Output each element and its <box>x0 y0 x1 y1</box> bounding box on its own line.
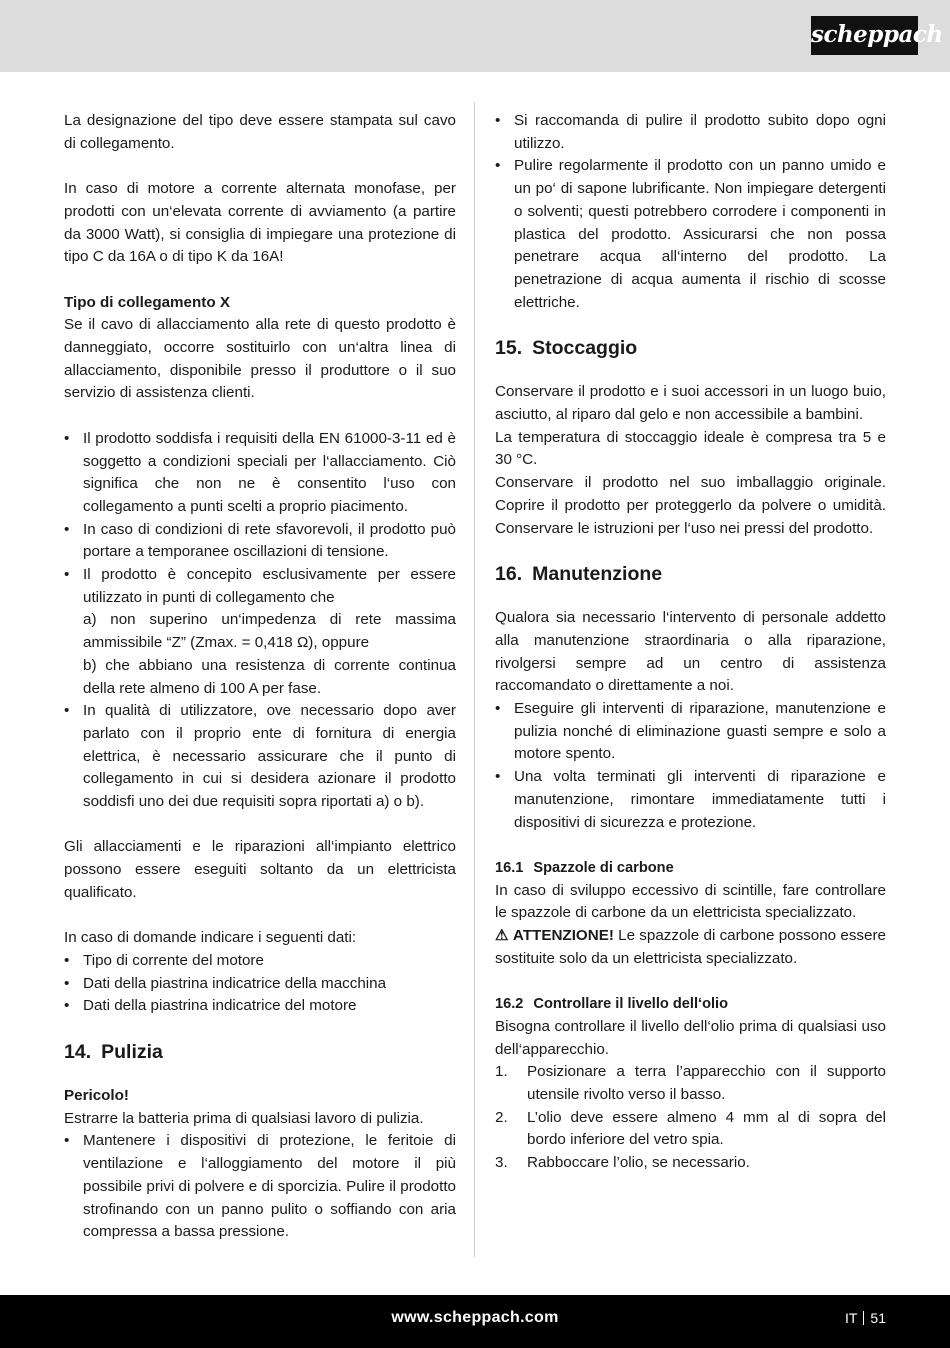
warning-label: ATTENZIONE! <box>512 927 614 945</box>
header-bar <box>0 0 950 72</box>
paragraph: Estrarre la batteria prima di qualsiasi lavoro di pulizia. <box>64 1109 424 1127</box>
paragraph: Qualora sia necessario l‘intervento di personale addetto alla manutenzione straordinaria o alla riparazione, rivolgersi sempre ad un centro di assistenza raccomandato o direttamente a noi. <box>495 609 886 695</box>
list-item: 1. Posizionare a terra l’apparecchio con il supporto utensile rivolto verso il basso. <box>495 1063 886 1103</box>
website-url: www.scheppach.com <box>391 1309 559 1326</box>
brand-logo: scheppach <box>811 16 918 55</box>
list-item: 3. Rabboccare l’olio, se necessario. <box>495 1154 750 1172</box>
warning-paragraph: ⚠ ATTENZIONE! Le spazzole di carbone possono essere sostituite solo da un elettricista specializzato. <box>495 927 886 967</box>
column-divider <box>474 102 475 1257</box>
paragraph: Gli allacciamenti e le riparazioni all‘impianto elettrico possono essere eseguiti soltanto da un elettricista qualificato. <box>64 838 456 901</box>
paragraph: Se il cavo di allacciamento alla rete di questo prodotto è danneggiato, occorre sostituirlo con un‘altra linea di allacciamento, disponibile presso il produttore o il suo servizio di assistenza clienti. <box>64 316 456 402</box>
paragraph: Bisogna controllare il livello dell‘olio prima di qualsiasi uso dell‘apparecchio. <box>495 1017 886 1058</box>
list-item: • Dati della piastrina indicatrice della macchina <box>64 973 456 996</box>
subsection-heading: 16.2 Controllare il livello dell‘olio <box>495 996 729 1013</box>
danger-label: Pericolo! <box>64 1087 129 1105</box>
left-column <box>64 110 456 1244</box>
list-item: • Una volta terminati gli interventi di riparazione e manutenzione, rimontare immediatamente tutti i dispositivi di sicurezza e protezione. <box>495 766 886 834</box>
list-item <box>64 564 456 700</box>
paragraph: In caso di domande indicare i seguenti dati: <box>64 929 357 947</box>
list-item: • Mantenere i dispositivi di protezione, le feritoie di ventilazione e l‘alloggiamento del motore il più possibile privi di polvere e di sporcizia. Pulire il prodotto strofinando con un panno pulito o soffiando con aria compressa a bassa pressione. <box>64 1130 456 1244</box>
list-item-text: a) non superino un‘impedenza di rete massima ammissibile “Z” (Zmax. = 0,418 Ω), oppure <box>83 611 456 652</box>
bullet-list <box>495 698 886 834</box>
footer-bar <box>0 1295 950 1348</box>
list-item: • In caso di condizioni di rete sfavorevoli, il prodotto può portare a temporanee oscillazioni di tensione. <box>64 519 456 564</box>
list-item-text: b) che abbiano una resistenza di corrente continua della rete almeno di 100 A per fase. <box>83 656 456 697</box>
warning-icon: ⚠ <box>495 927 509 945</box>
section-heading: 14. Pulizia <box>64 1041 163 1064</box>
list-item: 2. L’olio deve essere almeno 4 mm al di sopra del bordo inferiore del vetro spia. <box>495 1108 886 1149</box>
list-item: • In qualità di utilizzatore, ove necessario dopo aver parlato con il proprio ente di fornitura di energia elettrica, è necessario assicurare che il punto di collegamento in cui si desidera azionare il prodotto soddisfi uno dei due requisiti sopra riportati a) o b). <box>64 700 456 814</box>
list-item-text: • Il prodotto è concepito esclusivamente per essere utilizzato in punti di collegamento che <box>83 566 456 606</box>
subsection-heading: 16.1 Spazzole di carbone <box>495 859 674 876</box>
bullet-list <box>64 428 456 814</box>
list-item: • Dati della piastrina indicatrice del motore <box>64 995 456 1018</box>
paragraph: Conservare il prodotto nel suo imballaggio originale. Coprire il prodotto per proteggerlo da polvere o umidità. Conservare le istruzioni per l‘uso nei pressi del prodotto. <box>495 474 886 537</box>
page-number: IT 51 <box>844 1310 886 1326</box>
list-item: • Tipo di corrente del motore <box>64 950 456 973</box>
section-heading: 16. Manutenzione <box>495 563 663 586</box>
list-item: • Eseguire gli interventi di riparazione, manutenzione e pulizia nonché di eliminazione guasti sempre e solo a motore spento. <box>495 698 886 766</box>
bullet-list <box>64 1130 456 1244</box>
section-heading: 15. Stoccaggio <box>495 337 638 360</box>
list-item: • Si raccomanda di pulire il prodotto subito dopo ogni utilizzo. <box>495 110 886 155</box>
subheading: Tipo di collegamento X <box>64 293 230 311</box>
paragraph: In caso di motore a corrente alternata monofase, per prodotti con un‘elevata corrente di avviamento (a partire da 3000 Watt), si consiglia di impiegare una protezione di tipo C da 16A o di tipo K da 16A! <box>64 180 456 266</box>
right-column <box>495 110 886 1175</box>
paragraph: Conservare il prodotto e i suoi accessori in un luogo buio, asciutto, al riparo dal gelo e non accessibile a bambini. <box>495 383 886 424</box>
paragraph: La temperatura di stoccaggio ideale è compresa tra 5 e 30 °C. <box>495 428 886 469</box>
list-item: • Il prodotto soddisfa i requisiti della EN 61000-3-11 ed è soggetto a condizioni speciali per l‘allacciamento. Ciò significa che non ne è consentito l‘uso con collegamento a punti scelti a proprio piacimento. <box>64 428 456 519</box>
bullet-list <box>495 110 886 314</box>
list-item: • Pulire regolarmente il prodotto con un panno umido e un po‘ di sapone lubrificante. Non impiegare detergenti o solventi; questi potrebbero corrodere i componenti in plastica del prodotto. Assicurarsi che non possa penetrare acqua all‘interno del prodotto. La penetrazione di acqua aumenta il rischio di scosse elettriche. <box>495 155 886 314</box>
paragraph: In caso di sviluppo eccessivo di scintille, fare controllare le spazzole di carbone da un elettricista specializzato. <box>495 881 886 922</box>
paragraph: La designazione del tipo deve essere stampata sul cavo di collegamento. <box>64 112 456 152</box>
numbered-list <box>495 1061 886 1175</box>
bullet-list <box>64 950 456 1018</box>
